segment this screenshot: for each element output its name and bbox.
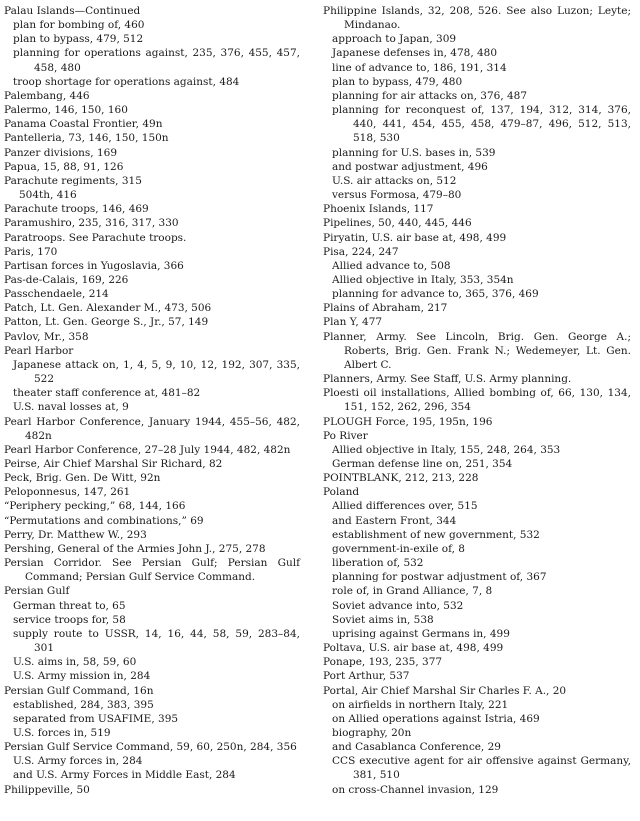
index-subentry: uprising against Germans in, 499 <box>332 627 510 640</box>
index-subentry: versus Formosa, 479–80 <box>332 189 462 202</box>
index-subentry: U.S. Army mission in, 284 <box>13 670 151 683</box>
index-entry: Portal, Air Chief Marshal Sir Charles F. A., 20 <box>323 684 567 697</box>
index-entry: Ploesti oil installations, Allied bombing of, 66, 130, 134, 151, 152, 262, 296, 354 <box>323 387 631 414</box>
index-entry: PLOUGH Force, 195, 195n, 196 <box>323 415 493 428</box>
index-subentry: planning for U.S. bases in, 539 <box>332 146 496 159</box>
index-subentry: German defense line on, 251, 354 <box>332 458 513 470</box>
index-entry: Parachute troops, 146, 469 <box>4 203 149 216</box>
index-subentry: planning for air attacks on, 376, 487 <box>332 89 528 102</box>
index-entry: Persian Gulf Service Command, 59, 60, 250n, 284, 356 <box>4 741 297 754</box>
index-subentry: approach to Japan, 309 <box>332 33 457 46</box>
index-subentry: planning for operations against, 235, 376, 455, 457, 458, 480 <box>13 47 300 74</box>
index-column-right <box>323 4 631 797</box>
index-entry: Pantelleria, 73, 146, 150, 150n <box>4 132 169 145</box>
index-subentry: planning for reconquest of, 137, 194, 312, 314, 376, 440, 441, 454, 455, 458, 479–87, 496, 512, 513, 518, 530 <box>332 104 631 145</box>
index-subentry: biography, 20n <box>332 726 412 739</box>
index-subentry: establishment of new government, 532 <box>332 528 540 541</box>
index-subentry: German threat to, 65 <box>13 599 126 612</box>
index-subentry: Japanese attack on, 1, 4, 5, 9, 10, 12, 192, 307, 335, 522 <box>13 358 300 386</box>
index-subentry: and Casablanca Conference, 29 <box>332 741 501 754</box>
index-subentry: troop shortage for operations against, 484 <box>13 75 240 88</box>
index-entry: Palau Islands—Continued <box>4 5 141 17</box>
index-entry: Phoenix Islands, 117 <box>323 203 434 216</box>
index-entry: Partisan forces in Yugoslavia, 366 <box>4 259 184 272</box>
index-subentry: role of, in Grand Alliance, 7, 8 <box>332 585 493 598</box>
index-entry: Peck, Brig. Gen. De Witt, 92n <box>4 472 161 485</box>
index-entry: Poland <box>323 486 360 499</box>
index-column-left <box>4 4 300 797</box>
index-subentry: plan to bypass, 479, 512 <box>13 33 144 46</box>
index-entry: Panzer divisions, 169 <box>4 146 118 159</box>
index-subentry: government-in-exile of, 8 <box>332 542 465 555</box>
index-entry: “Permutations and combinations,” 69 <box>4 514 204 527</box>
index-entry: Plan Y, 477 <box>323 316 383 329</box>
index-entry: Philippeville, 50 <box>4 783 90 796</box>
index-subentry: theater staff conference at, 481–82 <box>13 387 201 400</box>
index-subentry: on Allied operations against Istria, 469 <box>332 712 540 725</box>
index-subentry: U.S. naval losses at, 9 <box>13 401 129 414</box>
index-entry: Palermo, 146, 150, 160 <box>4 104 128 117</box>
index-entry: Paris, 170 <box>4 245 58 258</box>
index-entry: Port Arthur, 537 <box>323 670 410 683</box>
index-subentry: U.S. Army forces in, 284 <box>13 755 143 768</box>
index-subentry: U.S. aims in, 58, 59, 60 <box>13 656 137 669</box>
index-subentry: on cross-Channel invasion, 129 <box>332 783 499 796</box>
index-subentry: plan for bombing of, 460 <box>13 19 145 32</box>
index-entry: Planner, Army. See Lincoln, Brig. Gen. George A.; Roberts, Brig. Gen. Frank N.; Wedemeyer, Lt. Gen. Albert C. <box>323 330 631 371</box>
index-entry: Perry, Dr. Matthew W., 293 <box>4 528 147 541</box>
index-entry: Pearl Harbor <box>4 344 74 357</box>
index-subentry: planning for advance to, 365, 376, 469 <box>332 288 539 301</box>
index-entry: Philippine Islands, 32, 208, 526. See also Luzon; Leyte; Mindanao. <box>323 5 631 32</box>
index-entry: POINTBLANK, 212, 213, 228 <box>323 472 479 485</box>
index-subentry: established, 284, 383, 395 <box>13 698 154 711</box>
index-subentry: U.S. air attacks on, 512 <box>332 174 457 187</box>
index-entry: Patton, Lt. Gen. George S., Jr., 57, 149 <box>4 316 209 329</box>
index-entry: Parachute regiments, 315 <box>4 174 142 187</box>
index-subentry: Allied objective in Italy, 155, 248, 264, 353 <box>332 443 561 456</box>
index-subentry: plan to bypass, 479, 480 <box>332 75 463 88</box>
index-subentry: supply route to USSR, 14, 16, 44, 58, 59, 283–84, 301 <box>13 627 300 655</box>
index-entry: Patch, Lt. Gen. Alexander M., 473, 506 <box>4 302 212 315</box>
index-subentry: service troops for, 58 <box>13 613 126 626</box>
index-entry: Pershing, General of the Armies John J., 275, 278 <box>4 542 266 555</box>
index-entry: Peirse, Air Chief Marshal Sir Richard, 82 <box>4 458 223 470</box>
index-subentry: Japanese defenses in, 478, 480 <box>332 47 498 60</box>
index-entry: Ponape, 193, 235, 377 <box>323 656 443 669</box>
index-entry: Poltava, U.S. air base at, 498, 499 <box>323 642 504 655</box>
index-entry: Pipelines, 50, 440, 445, 446 <box>323 217 472 230</box>
index-subentry: Allied objective in Italy, 353, 354n <box>332 273 514 286</box>
index-subentry: and postwar adjustment, 496 <box>332 160 488 173</box>
index-entry: Pavlov, Mr., 358 <box>4 330 89 343</box>
index-entry: Pearl Harbor Conference, January 1944, 455–56, 482, 482n <box>4 415 300 442</box>
index-subentry: on airfields in northern Italy, 221 <box>332 698 509 711</box>
index-subentry: Soviet advance into, 532 <box>332 599 464 612</box>
index-subentry: line of advance to, 186, 191, 314 <box>332 61 507 74</box>
index-entry: Persian Gulf Command, 16n <box>4 684 154 697</box>
index-subentry: CCS executive agent for air offensive against Germany, 381, 510 <box>332 755 631 782</box>
index-entry: Po River <box>323 429 368 442</box>
index-subentry: and U.S. Army Forces in Middle East, 284 <box>13 769 236 782</box>
index-entry: Peloponnesus, 147, 261 <box>4 486 131 499</box>
index-subentry: and Eastern Front, 344 <box>332 514 457 527</box>
index-entry: Persian Corridor. See Persian Gulf; Persian Gulf Command; Persian Gulf Service Command. <box>4 557 300 584</box>
index-subentry: U.S. forces in, 519 <box>13 726 111 739</box>
index-entry: “Periphery pecking,” 68, 144, 166 <box>4 500 186 513</box>
index-subentry: liberation of, 532 <box>332 557 424 570</box>
index-subentry: separated from USAFIME, 395 <box>13 712 179 725</box>
index-entry: Pearl Harbor Conference, 27–28 July 1944, 482, 482n <box>4 443 291 456</box>
index-entry: Papua, 15, 88, 91, 126 <box>4 160 124 173</box>
index-subentry: 504th, 416 <box>19 189 77 202</box>
index-subentry: Allied advance to, 508 <box>332 259 451 272</box>
index-entry: Paratroops. See Parachute troops. <box>4 231 187 244</box>
index-entry: Persian Gulf <box>4 585 70 598</box>
index-entry: Passchendaele, 214 <box>4 288 109 301</box>
index-entry: Pisa, 224, 247 <box>323 245 399 258</box>
index-subentry: Allied differences over, 515 <box>332 500 478 513</box>
index-entry: Pas-de-Calais, 169, 226 <box>4 273 129 286</box>
index-entry: Paramushiro, 235, 316, 317, 330 <box>4 217 179 230</box>
index-subentry: Soviet aims in, 538 <box>332 613 434 626</box>
index-entry: Panama Coastal Frontier, 49n <box>4 118 163 131</box>
index-entry: Plains of Abraham, 217 <box>323 302 448 315</box>
index-subentry: planning for postwar adjustment of, 367 <box>332 571 547 584</box>
index-entry: Planners, Army. See Staff, U.S. Army planning. <box>323 373 572 386</box>
index-entry: Palembang, 446 <box>4 89 90 102</box>
index-entry: Piryatin, U.S. air base at, 498, 499 <box>323 231 507 244</box>
